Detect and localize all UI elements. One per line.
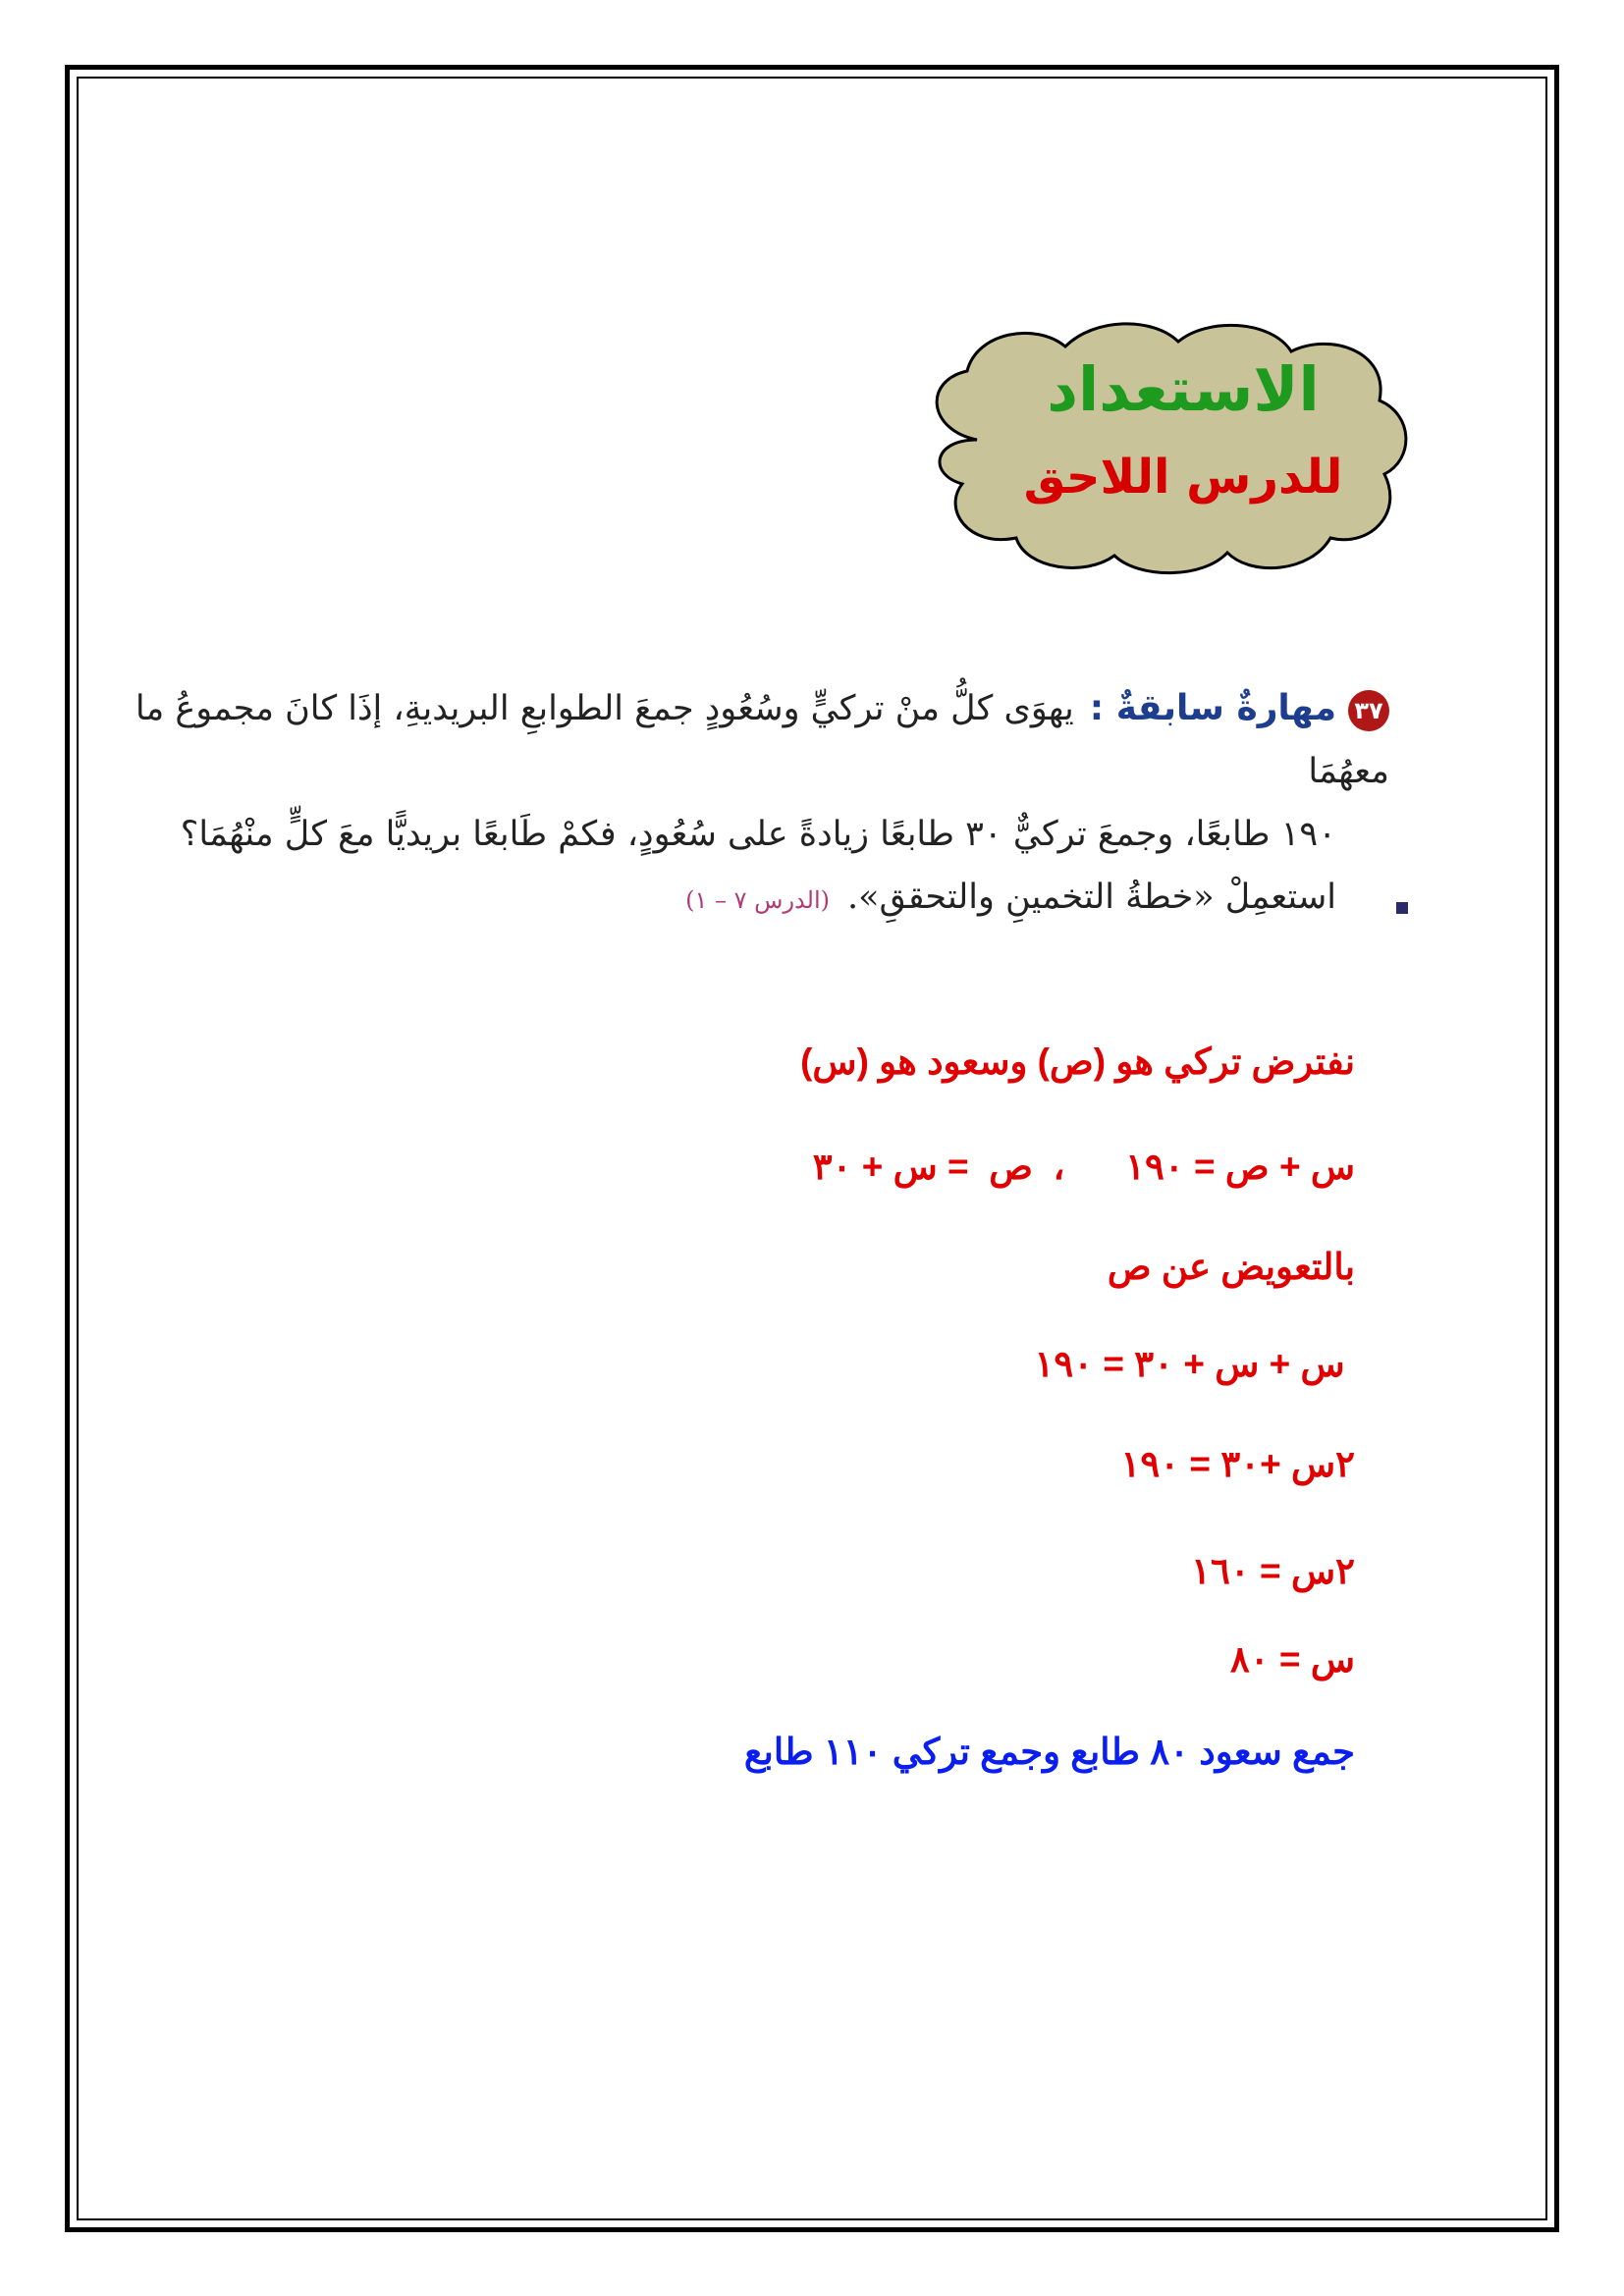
question-text-line1: يهوَى كلُّ منْ تركيٍّ وسُعُودٍ جمعَ الطوابعِ البريديةِ، إذَا كانَ مجموعُ ما معهُمَا	[135, 689, 1389, 791]
solution-line-7: س = ٨٠	[1229, 1639, 1355, 1680]
lesson-reference: (الدرس ٧ – ١)	[685, 886, 830, 914]
cloud-title-line2: للدرس اللاحق	[1023, 450, 1343, 505]
question-text-line3: استعمِلْ «خطةُ التخمينِ والتحققِ».	[847, 878, 1336, 917]
question-text-line2: ١٩٠ طابعًا، وجمعَ تركيٌّ ٣٠ طابعًا زيادةً على سُعُودٍ، فكمْ طَابعًا بريديًّا معَ كلٍّ منْهُمَا؟	[180, 815, 1336, 854]
solution-line-1: نفترض تركي هو (ص) وسعود هو (س)	[800, 1041, 1355, 1082]
question-line-2	[128, 803, 1389, 866]
question-line-3	[128, 866, 1389, 932]
question-number-badge: ٣٧	[1348, 690, 1389, 731]
solution-answer: جمع سعود ٨٠ طابع وجمع تركي ١١٠ طابع	[743, 1732, 1355, 1772]
solution-line-3: بالتعويض عن ص	[1107, 1247, 1355, 1287]
solution-line-2: س + ص = ١٩٠ ، ص = س + ٣٠	[812, 1147, 1355, 1187]
skill-label: مهارةٌ سابقةٌ :	[1089, 688, 1336, 728]
header-cloud	[908, 312, 1419, 587]
bullet-marker	[1396, 902, 1408, 914]
question-line-1	[128, 677, 1389, 803]
solution-line-5: ٢س +٣٠ = ١٩٠	[1120, 1444, 1355, 1484]
solution-line-4: س + س + ٣٠ = ١٩٠	[1034, 1344, 1355, 1384]
cloud-title-line1: الاستعداد	[1047, 353, 1320, 425]
solution-line-6: ٢س = ١٦٠	[1191, 1551, 1355, 1591]
question-block	[128, 677, 1389, 932]
